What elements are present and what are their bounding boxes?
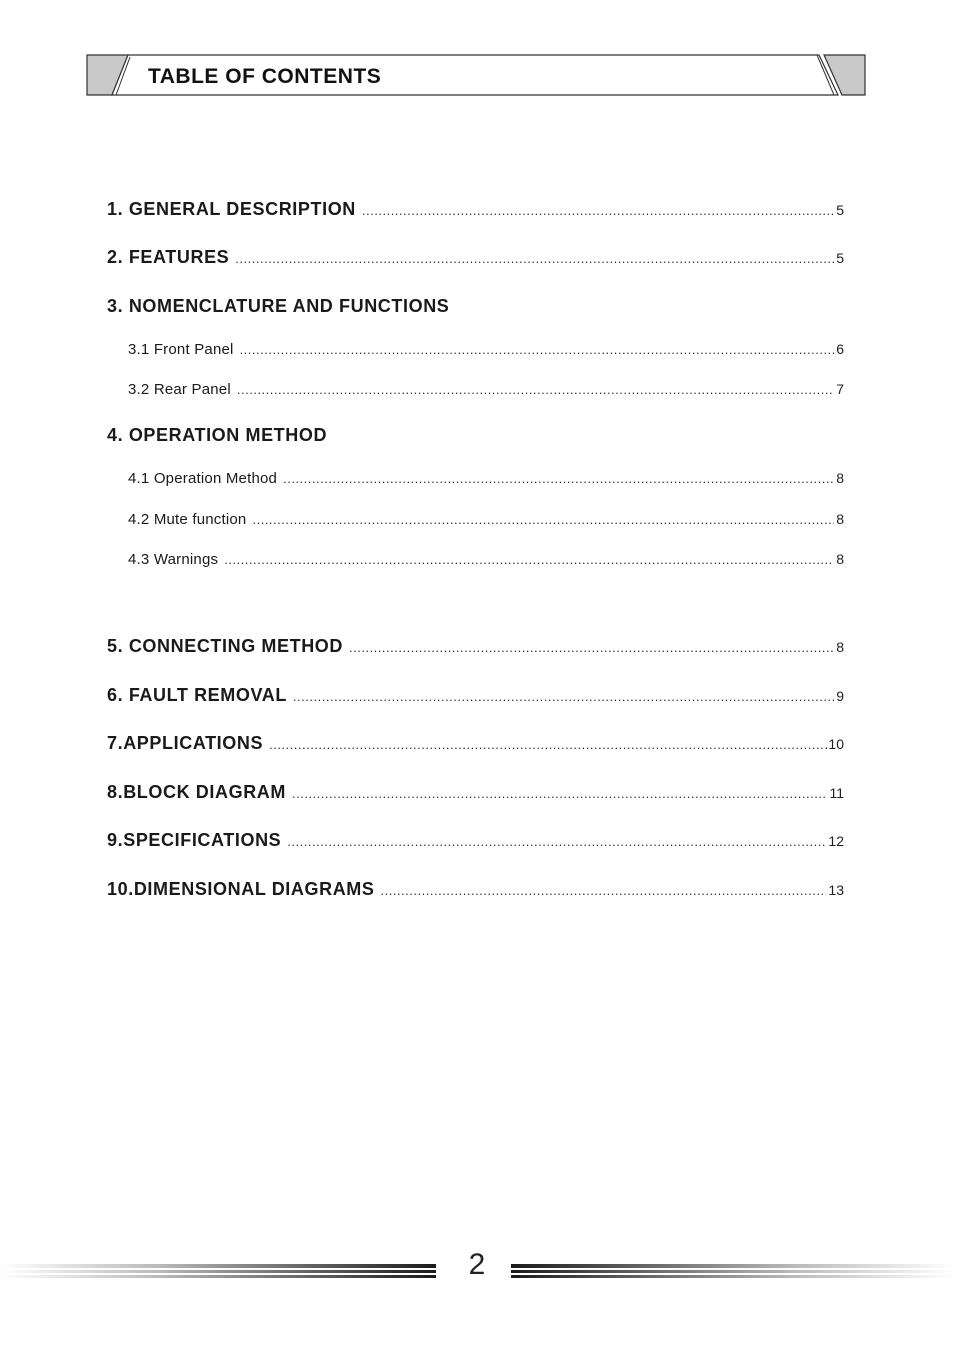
toc-entry-block-diagram[interactable] bbox=[107, 782, 844, 803]
toc-entry-operation-method[interactable] bbox=[128, 470, 844, 487]
toc-entry-label: 5. CONNECTING METHOD bbox=[107, 636, 344, 656]
page-title: TABLE OF CONTENTS bbox=[148, 65, 382, 88]
dot-leader bbox=[283, 471, 834, 486]
toc-entry-applications[interactable] bbox=[107, 733, 844, 754]
toc-entry-page: 8 bbox=[836, 470, 844, 486]
toc-entry-label: 4.3 Warnings bbox=[128, 551, 219, 568]
toc-entry-page: 8 bbox=[836, 511, 844, 527]
toc-entry-page: 6 bbox=[836, 341, 844, 357]
toc-entry-label: 3.1 Front Panel bbox=[128, 341, 234, 358]
toc-section-operation-method[interactable] bbox=[107, 425, 844, 446]
toc-entry-page: 9 bbox=[836, 688, 844, 704]
toc-entry-warnings[interactable] bbox=[128, 551, 844, 568]
toc-entry-dimensional-diagrams[interactable] bbox=[107, 879, 844, 900]
toc-entry-label: 1. GENERAL DESCRIPTION bbox=[107, 199, 356, 219]
dot-leader bbox=[293, 689, 834, 704]
dot-leader bbox=[381, 883, 827, 898]
toc-entry-label: 4.2 Mute function bbox=[128, 511, 247, 528]
toc-entry-mute-function[interactable] bbox=[128, 511, 844, 528]
toc-entry-page: 5 bbox=[836, 202, 844, 218]
dot-leader bbox=[269, 737, 822, 752]
toc-entry-label: 7.APPLICATIONS bbox=[107, 733, 264, 753]
toc-entry-label: 2. FEATURES bbox=[107, 247, 230, 267]
toc-entry-page: 8 bbox=[836, 639, 844, 655]
dot-leader bbox=[292, 786, 827, 801]
toc-entry-page: .10 bbox=[824, 736, 844, 752]
toc-section-nomenclature[interactable] bbox=[107, 296, 844, 317]
toc-entry-connecting-method[interactable] bbox=[107, 636, 844, 657]
footer-rule-right bbox=[511, 1263, 954, 1279]
dot-leader bbox=[349, 640, 834, 655]
toc-entry-features[interactable] bbox=[107, 247, 844, 268]
toc-entry-label: 4.1 Operation Method bbox=[128, 470, 278, 487]
toc-entry-page: 7 bbox=[836, 381, 844, 397]
toc-entry-page: 8 bbox=[836, 551, 844, 567]
toc-entry-page: 11 bbox=[829, 785, 844, 801]
footer-rule-left bbox=[0, 1263, 436, 1279]
page-number: 2 bbox=[468, 1248, 486, 1281]
toc-entry-fault-removal[interactable] bbox=[107, 685, 844, 706]
toc-entry-page: 13 bbox=[828, 882, 844, 898]
toc-entry-label: 4. OPERATION METHOD bbox=[107, 425, 328, 445]
toc-entry-general-description[interactable] bbox=[107, 199, 844, 220]
toc-entry-label: 6. FAULT REMOVAL bbox=[107, 685, 287, 705]
toc-entry-label: 8.BLOCK DIAGRAM bbox=[107, 782, 286, 802]
dot-leader bbox=[237, 382, 834, 397]
toc-entry-page: 5 bbox=[836, 250, 844, 266]
toc-entry-label: 3.2 Rear Panel bbox=[128, 381, 231, 398]
dot-leader bbox=[235, 251, 834, 266]
dot-leader bbox=[224, 552, 834, 567]
toc-entry-specifications[interactable] bbox=[107, 830, 844, 851]
dot-leader bbox=[252, 512, 834, 527]
toc-entry-rear-panel[interactable] bbox=[128, 381, 844, 398]
dot-leader bbox=[287, 834, 826, 849]
toc-entry-page: 12 bbox=[828, 833, 844, 849]
toc-entry-label: 10.DIMENSIONAL DIAGRAMS bbox=[107, 879, 375, 899]
toc-entry-label: 3. NOMENCLATURE AND FUNCTIONS bbox=[107, 296, 450, 316]
toc-entry-label: 9.SPECIFICATIONS bbox=[107, 830, 282, 850]
toc-entry-front-panel[interactable] bbox=[128, 341, 844, 358]
dot-leader bbox=[362, 203, 834, 218]
dot-leader bbox=[240, 342, 835, 357]
